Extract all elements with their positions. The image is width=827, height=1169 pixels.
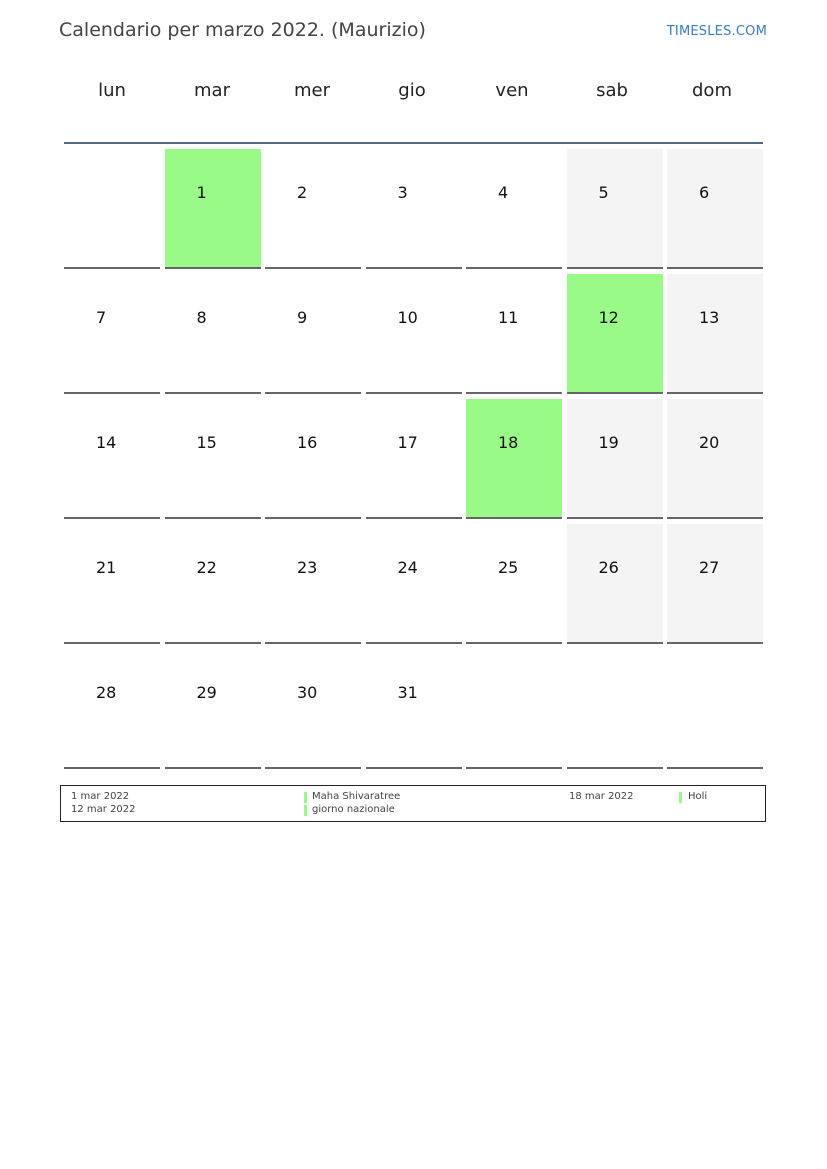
day-cell <box>567 274 663 394</box>
day-number: 1 <box>196 183 207 202</box>
day-cell <box>165 274 261 394</box>
day-number: 25 <box>498 558 519 577</box>
day-number: 21 <box>96 558 117 577</box>
day-cell <box>667 274 763 394</box>
day-cell <box>567 149 663 269</box>
legend-date: 18 mar 2022 <box>569 791 634 802</box>
day-cell <box>567 399 663 519</box>
day-number: 22 <box>196 558 217 577</box>
day-number: 31 <box>397 683 418 702</box>
day-cell <box>265 399 361 519</box>
day-number: 10 <box>397 308 418 327</box>
weekday-label: mar <box>194 80 230 101</box>
day-cell <box>466 399 562 519</box>
day-number: 23 <box>297 558 318 577</box>
day-cell <box>165 649 261 769</box>
day-cell <box>265 274 361 394</box>
day-cell <box>64 274 160 394</box>
day-number: 17 <box>397 433 418 452</box>
holiday-legend <box>60 785 766 822</box>
day-cell <box>64 149 160 269</box>
header-divider <box>64 142 763 144</box>
weekday-label: dom <box>692 80 732 101</box>
day-cell <box>466 649 562 769</box>
legend-color-marker <box>304 805 307 816</box>
day-number: 20 <box>699 433 720 452</box>
day-number: 12 <box>598 308 619 327</box>
day-number: 11 <box>498 308 519 327</box>
day-cell <box>667 399 763 519</box>
day-cell <box>667 524 763 644</box>
legend-holiday-name: giorno nazionale <box>312 804 395 815</box>
day-number: 28 <box>96 683 117 702</box>
day-cell <box>366 149 462 269</box>
day-number: 27 <box>699 558 720 577</box>
day-number: 3 <box>397 183 408 202</box>
day-cell <box>366 399 462 519</box>
day-cell <box>265 649 361 769</box>
legend-color-marker <box>304 792 307 803</box>
day-cell <box>466 149 562 269</box>
day-number: 4 <box>498 183 509 202</box>
day-cell <box>64 524 160 644</box>
day-number: 19 <box>598 433 619 452</box>
day-number: 8 <box>196 308 207 327</box>
weekday-label: ven <box>495 80 529 101</box>
legend-color-marker <box>679 792 682 803</box>
page-title: Calendario per marzo 2022. (Maurizio) <box>59 19 426 41</box>
weekday-header <box>64 80 763 128</box>
day-number: 24 <box>397 558 418 577</box>
day-number: 30 <box>297 683 318 702</box>
day-cell <box>165 524 261 644</box>
day-cell <box>64 399 160 519</box>
day-cell <box>64 649 160 769</box>
day-number: 7 <box>96 308 107 327</box>
day-cell <box>466 274 562 394</box>
day-number: 26 <box>598 558 619 577</box>
day-cell <box>667 149 763 269</box>
day-number: 29 <box>196 683 217 702</box>
legend-date: 12 mar 2022 <box>71 804 136 815</box>
day-cell <box>165 149 261 269</box>
legend-holiday-name: Maha Shivaratree <box>312 791 401 802</box>
weekday-label: gio <box>398 80 426 101</box>
day-number: 15 <box>196 433 217 452</box>
day-cell <box>366 274 462 394</box>
day-number: 13 <box>699 308 720 327</box>
weekday-label: mer <box>293 80 330 101</box>
day-number: 18 <box>498 433 519 452</box>
day-cell <box>567 649 663 769</box>
legend-date: 1 mar 2022 <box>71 791 130 802</box>
weekday-label: lun <box>98 80 126 101</box>
day-cell <box>265 524 361 644</box>
day-cell <box>567 524 663 644</box>
day-number: 6 <box>699 183 710 202</box>
calendar-grid <box>64 149 764 774</box>
day-number: 5 <box>598 183 609 202</box>
brand-link[interactable]: TIMESLES.COM <box>666 24 767 39</box>
day-number: 2 <box>297 183 308 202</box>
day-cell <box>466 524 562 644</box>
weekday-label: sab <box>596 80 628 101</box>
day-number: 9 <box>297 308 308 327</box>
day-number: 16 <box>297 433 318 452</box>
day-cell <box>165 399 261 519</box>
day-cell <box>366 649 462 769</box>
day-cell <box>265 149 361 269</box>
day-cell <box>667 649 763 769</box>
day-number: 14 <box>96 433 117 452</box>
legend-holiday-name: Holi <box>688 791 708 802</box>
day-cell <box>366 524 462 644</box>
